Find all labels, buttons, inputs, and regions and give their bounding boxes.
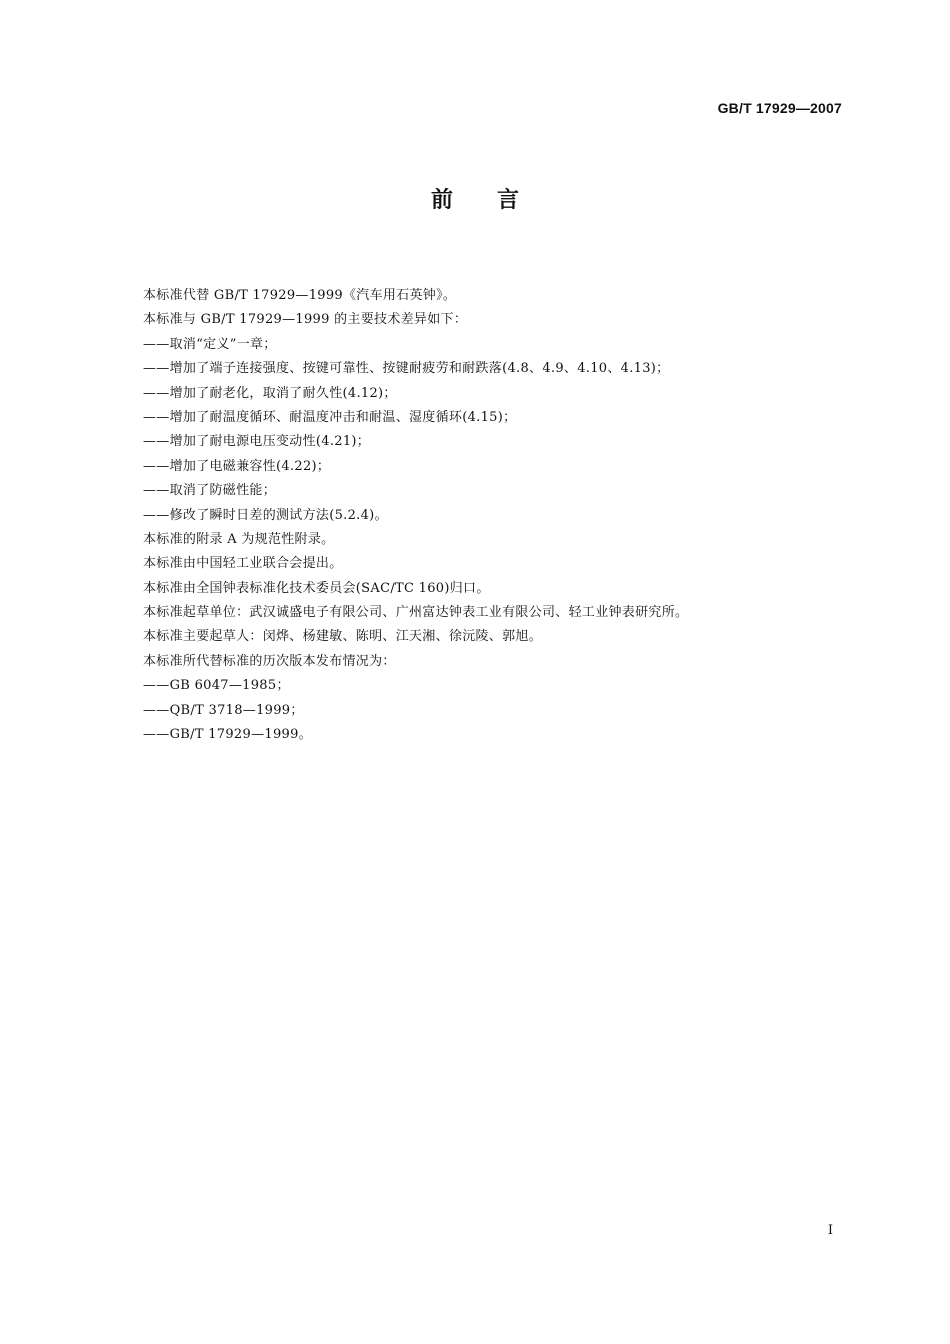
foreword-body xyxy=(143,284,843,747)
text-line: ——增加了耐老化，取消了耐久性(4.12)； xyxy=(143,385,397,401)
text-line: ——增加了电磁兼容性(4.22)； xyxy=(143,458,331,474)
page-title xyxy=(0,183,950,214)
text-line: ——增加了端子连接强度、按键可靠性、按键耐疲劳和耐跌落(4.8、4.9、4.10、4.13)； xyxy=(143,361,670,377)
title-char-1: 前 xyxy=(430,188,453,213)
text-line: 本标准由中国轻工业联合会提出。 xyxy=(143,556,343,572)
text-line: 本标准起草单位：武汉诚盛电子有限公司、广州富达钟表工业有限公司、轻工业钟表研究所。 xyxy=(143,605,689,621)
page-number: I xyxy=(827,1223,833,1238)
text-line: ——增加了耐温度循环、耐温度冲击和耐温、湿度循环(4.15)； xyxy=(143,409,517,425)
text-line: ——QB/T 3718—1999； xyxy=(143,702,304,718)
text-line: 本标准与 GB/T 17929—1999 的主要技术差异如下： xyxy=(143,312,468,328)
text-line: 本标准所代替标准的历次版本发布情况为： xyxy=(143,653,396,669)
text-line: 本标准由全国钟表标准化技术委员会(SAC/TC 160)归口。 xyxy=(143,580,490,596)
text-line: ——取消“定义”一章； xyxy=(143,336,277,352)
text-line: ——取消了防磁性能； xyxy=(143,483,276,499)
text-line: 本标准的附录 A 为规范性附录。 xyxy=(143,531,335,547)
text-line: 本标准主要起草人：闵烨、杨建敏、陈明、江天湘、徐沅陵、郭旭。 xyxy=(143,629,543,645)
title-char-2: 言 xyxy=(497,188,520,213)
standard-code: GB/T 17929—2007 xyxy=(717,100,842,116)
text-line: ——GB/T 17929—1999。 xyxy=(143,727,312,743)
text-line: 本标准代替 GB/T 17929—1999《汽车用石英钟》。 xyxy=(143,288,457,303)
text-line: ——修改了瞬时日差的测试方法(5.2.4)。 xyxy=(143,507,388,523)
text-line: ——增加了耐电源电压变动性(4.21)； xyxy=(143,434,371,450)
text-line: ——GB 6047—1985； xyxy=(143,678,290,694)
